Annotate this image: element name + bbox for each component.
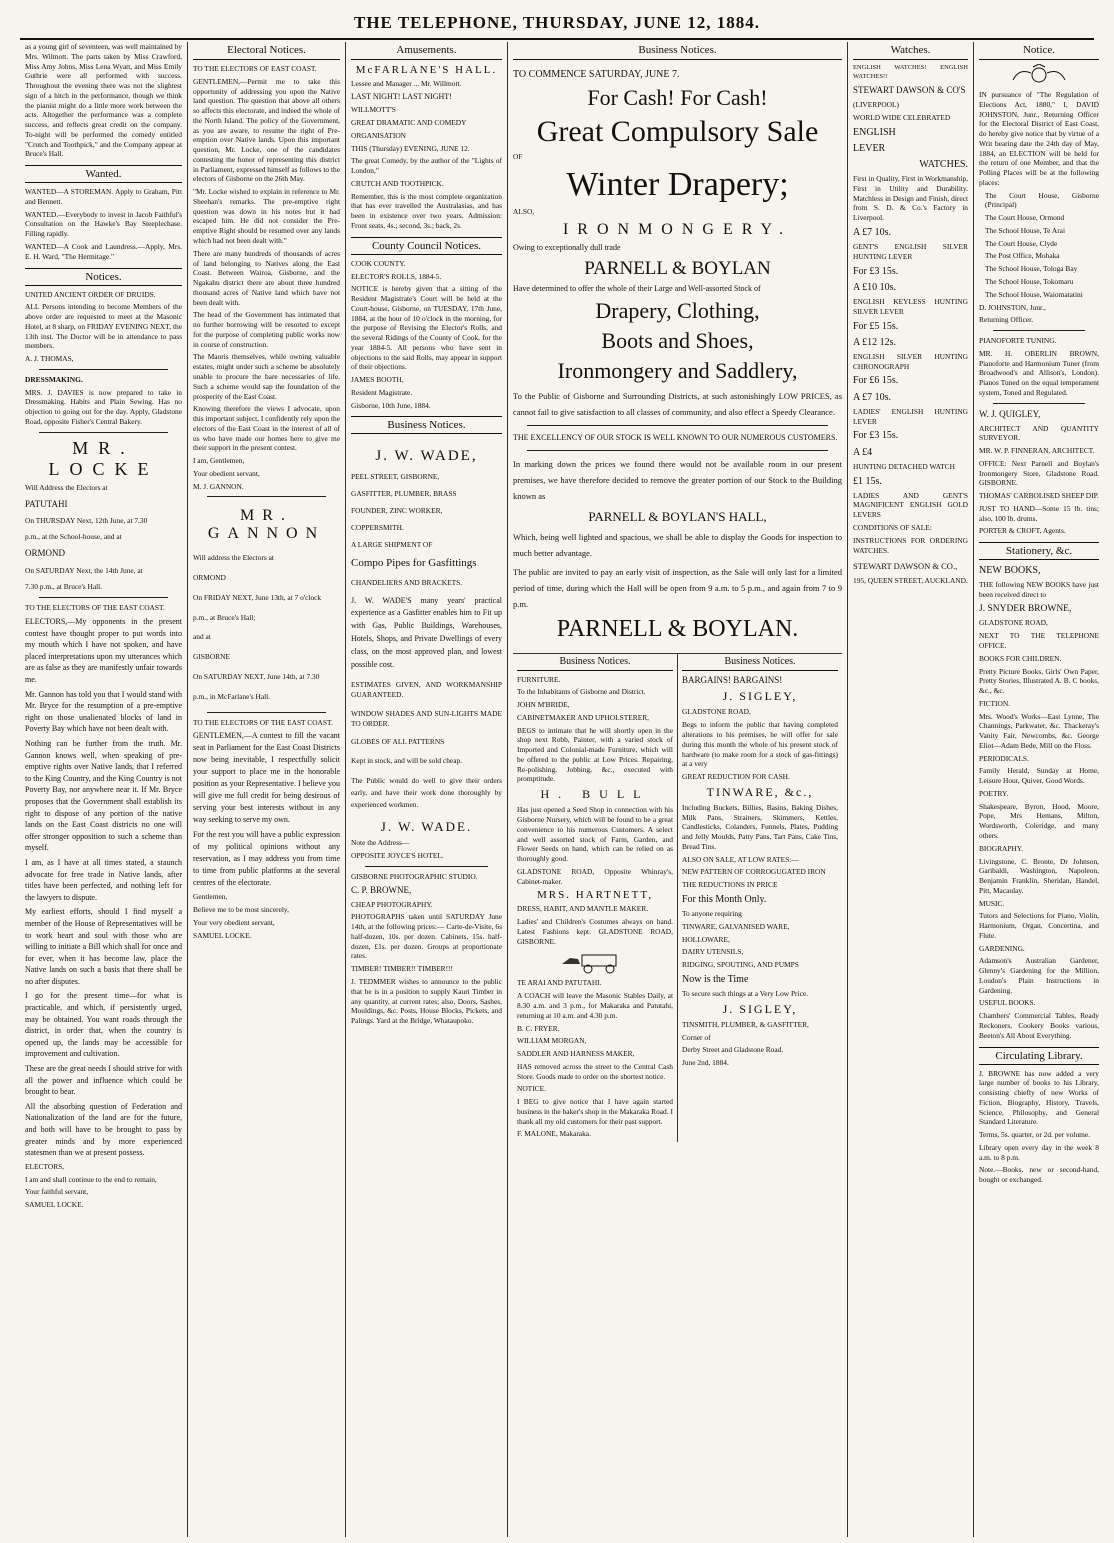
sale-body: The public are invited to pay an early visit of inspection, as the Sale will only last for a limited period of time, during which the Hall will be open from 9 a.m. to 5 p.m., and again from 7 to 9 p.m. bbox=[513, 566, 842, 610]
county-heading: County Council Notices. bbox=[351, 237, 502, 255]
signoff-line: SAMUEL LOCKE. bbox=[193, 930, 252, 940]
wade-line: FOUNDER, ZINC WORKER, bbox=[351, 505, 443, 515]
timber-title: TIMBER! TIMBER!! TIMBER!!! bbox=[351, 964, 453, 974]
amusement-body: Remember, this is the most complete organization that has ever travelled the Australasias, and has been in existence over two years. Admission: Front seats, 4s.; second, 3s.; back, 2s. bbox=[351, 191, 502, 230]
masthead: THE TELEPHONE, THURSDAY, JUNE 12, 1884. bbox=[20, 6, 1094, 40]
wade-line: Compo Pipes for Gasfittings bbox=[351, 557, 477, 570]
wanted-ad: WANTED—A Cook and Laundress.—Apply, Mrs. E. H. Ward, "The Hermitage." bbox=[25, 242, 182, 261]
book-section-text: Adamson's Australian Gardener, Glenny's Gardening for the Million, Loudon's Plain Instructions in Gardening. bbox=[979, 956, 1099, 995]
lessee: Lessee and Manager ... Mr. Willmott. bbox=[351, 79, 462, 88]
ad-line: GLADSTONE ROAD, bbox=[682, 707, 751, 717]
section-heading: Amusements. bbox=[351, 42, 502, 60]
locke-line: 7.30 p.m., at Bruce's Hall. bbox=[25, 581, 103, 591]
ad-body: BEGS to intimate that he will shortly open in the shop next Robb, Painter, with a varied stock of Imported and Colonial-made Furniture, which will be offered to the public at Low Prices. Repairing, Re-polishing, Jobbing, &c., executed with promptitude. bbox=[517, 725, 673, 784]
photo-line: CHEAP PHOTOGRAPHY. bbox=[351, 899, 433, 909]
library-body: J. BROWNE has now added a very large number of books to his Library, consisting chiefly of new Works of Fiction, Biography, History, Travels, Science, Philosophy, and General Standard Literature. bbox=[979, 1068, 1099, 1127]
conditions: CONDITIONS OF SALE: bbox=[853, 523, 932, 533]
city: (LIVERPOOL) bbox=[853, 100, 899, 110]
gannon-line: Will address the Electors at bbox=[193, 553, 274, 563]
section-heading: Electoral Notices. bbox=[193, 42, 340, 60]
bull-name: H. BULL bbox=[540, 787, 650, 802]
org-line: GREAT DRAMATIC AND COMEDY bbox=[351, 118, 467, 128]
county-sign: Gisborne, 10th June, 1884. bbox=[351, 400, 431, 410]
election-notice: IN pursuance of "The Regulation of Elections Act, 1880," I, DAVID JOHNSTON, Junr., Returning Officer for the Electoral District of East Coast, do hereby give notice that by virtue of a Writ bearing date the 24th day of May, 1884, an ELECTION will be held for the return of one Member, and that the Polling Places will be at the following places: bbox=[979, 90, 1099, 187]
polling-place: The School House, Waiomatatini bbox=[985, 289, 1083, 299]
column-5 bbox=[848, 42, 974, 1537]
snyder-address: GLADSTONE ROAD, bbox=[979, 618, 1048, 628]
date: THIS (Thursday) EVENING, JUNE 12. bbox=[351, 143, 470, 153]
newspaper-columns bbox=[20, 42, 1104, 1537]
county-line: ELECTOR'S ROLLS, 1884-5. bbox=[351, 271, 442, 281]
ad-line: GREAT REDUCTION FOR CASH. bbox=[682, 772, 790, 782]
month-only: For this Month Only. bbox=[682, 893, 767, 905]
section-heading: Business Notices. bbox=[513, 42, 842, 60]
wade-more: ESTIMATES GIVEN, AND WORKMANSHIP GUARANTEED. bbox=[351, 680, 502, 700]
last-night: LAST NIGHT! LAST NIGHT! bbox=[351, 91, 452, 101]
signoff-line: Your faithful servant, bbox=[25, 1187, 89, 1197]
gannon-heading: MR. GANNON bbox=[207, 507, 326, 543]
column-2 bbox=[188, 42, 346, 1537]
polling-place: The Court House, Clyde bbox=[985, 238, 1058, 248]
ad-line: DRESS, HABIT, AND MANTLE MAKER. bbox=[517, 904, 649, 914]
ad-line: TINSMITH, PLUMBER, & GASFITTER, bbox=[682, 1019, 809, 1029]
gannon-line: p.m., at Bruce's Hall; bbox=[193, 612, 256, 622]
county-sign: Resident Magistrate. bbox=[351, 387, 413, 397]
ad-sign: F. MALONE, Makaraka. bbox=[517, 1129, 591, 1139]
county-sign: JAMES BOOTH, bbox=[351, 375, 404, 385]
wanted-heading: Wanted. bbox=[25, 165, 182, 183]
watch-name: GENT'S ENGLISH SILVER HUNTING LEVER bbox=[853, 242, 968, 261]
signoff-line: I am and shall continue to the end to remain, bbox=[25, 1174, 157, 1184]
lever-line: WATCHES. bbox=[919, 158, 968, 170]
watch-price: A £10 10s. bbox=[853, 281, 897, 293]
section-heading: Watches. bbox=[853, 42, 968, 60]
review-text: as a young girl of seventeen, was well maintained by Mrs. Wilmott. The parts taken by Miss Crawford, Miss Amy Johns, Miss Lena Wyatt, and Miss Emily Guthrie were all performed with success. Throughout the evening there was not the slightest sign of a hitch in the performance, though we think the pianist might do a little more work between the acts. Altogether the performance was a complete success, and reflects great credit on the company. To-night will be performed the comedy entitled "Crutch and Toothpick," and the Company appear at Bruce's Hall. bbox=[25, 42, 182, 159]
watch-name: HUNTING DETACHED WATCH bbox=[853, 461, 955, 471]
watch-name: ENGLISH KEYLESS HUNTING SILVER LEVER bbox=[853, 297, 968, 316]
signoff-line: M. J. GANNON. bbox=[193, 481, 244, 491]
polling-place: The School House, Te Arai bbox=[985, 225, 1066, 235]
excellency: THE EXCELLENCY OF OUR STOCK IS WELL KNOWN TO OUR NUMEROUS CUSTOMERS. bbox=[513, 433, 838, 443]
polling-place: The Post Office, Mohaka bbox=[985, 251, 1060, 261]
wade-line: PEEL STREET, GISBORNE, bbox=[351, 472, 440, 482]
locke-line: On SATURDAY Next, the 14th June, at bbox=[25, 565, 143, 575]
book-section-title: USEFUL BOOKS. bbox=[979, 998, 1036, 1008]
piano-body: MR. H. OBERLIN BROWN, Pianoforte and Harmonium Tuner (from Broadwood's and Allison's, London). Pianos Tuned on the equal temperament system, Toned and Regulated. bbox=[979, 348, 1099, 397]
next-to: NEXT TO THE TELEPHONE OFFICE. bbox=[979, 631, 1099, 650]
ad-line: THE REDUCTIONS IN PRICE bbox=[682, 880, 778, 890]
watch-sale: For £5 15s. bbox=[853, 320, 899, 332]
photo-body: PHOTOGRAPHS taken until SATURDAY June 14th, at the following prices:— Carte-de-Visite, 6s half-dozen, 10s. per dozen. Cabinets, 15s. half-dozen, £1s. per dozen. Groups at proportionate rates. bbox=[351, 912, 502, 961]
ad-body: HAS removed across the street to the Central Cash Store. Goods made to order on the shortest notice. bbox=[517, 1061, 673, 1081]
east-coast-paragraph: Nothing can be further from the truth. Mr. Gannon knows well, when speaking of pre-emptive rights over Native lands, that I referred to the King Country, and the King Country is not Poverty Bay, nor anywhere near it. If Mr. Bryce proposes that the Government shall establish its right to dispose of any portion of the native lands on the East Coast districts no one will offer stronger opposition to such a scheme than myself. bbox=[25, 739, 182, 853]
gannon-line: On FRIDAY NEXT, June 13th, at 7 o'clock bbox=[193, 592, 322, 602]
ad-name: JOHN M'BRIDE, bbox=[517, 700, 570, 710]
wanted-ad: WANTED.—Everybody to invest in Jacob Faithful's Consultation on the Hawke's Bay Steeplechase. Filling rapidly. bbox=[25, 209, 182, 239]
hartnett-name: MRS. HARTNETT, bbox=[536, 889, 654, 902]
library-terms: Terms, 5s. quarter, or 2d. per volume. bbox=[979, 1130, 1091, 1140]
watch-sale: For £3 15s. bbox=[853, 265, 899, 277]
column-6 bbox=[974, 42, 1104, 1537]
library-terms: Library open every day in the week 8 a.m. to 8 p.m. bbox=[979, 1142, 1099, 1162]
lever-line: ENGLISH bbox=[853, 126, 896, 138]
watch-name: ENGLISH SILVER HUNTING CHRONOGRAPH bbox=[853, 351, 968, 371]
sale-body: To the Public of Gisborne and Surrounding Districts, at such astonishingly LOW PRICES, as cannot fail to give satisfaction to all classes of community, and also effect a Speedy Clearance. bbox=[513, 391, 842, 418]
column-4 bbox=[508, 42, 848, 1537]
ad-line: To the Inhabitants of Gisborne and District. bbox=[517, 687, 646, 697]
ironmongery: IRONMONGERY. bbox=[562, 221, 793, 239]
locke-line: Will Address the Electors at bbox=[25, 482, 108, 492]
east-coast-heading: TO THE ELECTORS OF THE EAST COAST. bbox=[25, 603, 165, 613]
locke-line: ORMOND bbox=[25, 547, 66, 558]
ad-body: A COACH will leave the Masonic Stables Daily, at 8.30 a.m. and 3 p.m., for Makaraka and Patutahi, returning at 10 a.m. and 4.30 p.m. bbox=[517, 991, 673, 1020]
ad-title: FURNITURE. bbox=[517, 674, 561, 684]
locke-line: p.m., at the School-house, and at bbox=[25, 532, 122, 542]
column-1 bbox=[20, 42, 188, 1537]
ad-title: NOTICE. bbox=[517, 1084, 546, 1094]
goods-line: Boots and Shoes, bbox=[601, 328, 754, 354]
ad-line: SADDLER AND HARNESS MAKER, bbox=[517, 1049, 635, 1059]
watch-price: A £7 10s. bbox=[853, 391, 892, 403]
hall-name: PARNELL & BOYLAN'S HALL, bbox=[588, 508, 767, 524]
returning-sign: Returning Officer. bbox=[979, 315, 1034, 325]
book-sections bbox=[979, 654, 1099, 1041]
sigley-footer: J. SIGLEY, bbox=[722, 1001, 798, 1016]
polling-place: The Court House, Gisborne (Principal) bbox=[985, 190, 1099, 210]
signoff-line: Your very obedient servant, bbox=[193, 917, 275, 927]
timber-body: J. TEDMMER wishes to announce to the public that he is in a position to supply Kauri Timber in any quantity, at current rates; also, Doors, Sashes, Mouldings, &c. Posts, House Blocks, Pickets, and Palings. Yard at the Bridge, Whataupoko. bbox=[351, 977, 502, 1026]
east-coast-paragraph: Mr. Gannon has told you that I would stand with Mr. Bryce for the resumption of a pre-emptive right on those unalienated blocks of land in Poverty Bay which have not been dealt with. bbox=[25, 689, 182, 734]
play-title: CRUTCH AND TOOTHPICK. bbox=[351, 178, 444, 188]
book-section-title: BOOKS FOR CHILDREN. bbox=[979, 653, 1062, 663]
east-coast-paragraph: My earliest efforts, should I find myself a member of the House of Representatives will be to work heart and soul with those who are willing to initiate a Bill which shall for once and for ever, when it has become law, place the Native lands on such a basis that there shall be no after disputes. bbox=[25, 907, 182, 986]
lever-line: LEVER bbox=[853, 142, 886, 154]
cash: For Cash! For Cash! bbox=[587, 85, 768, 111]
snyder-name: J. SNYDER BROWNE, bbox=[979, 603, 1072, 614]
photo-line: GISBORNE PHOTOGRAPHIC STUDIO. bbox=[351, 872, 478, 881]
winter-drapery: Winter Drapery; bbox=[566, 165, 789, 203]
book-section-text: Pretty Picture Books, Girls' Own Paper, Pretty Stories, Illustrated A. B. C books, &c., &c. bbox=[979, 666, 1099, 696]
polling-places bbox=[979, 191, 1099, 300]
firm-name: PARNELL & BOYLAN bbox=[584, 257, 771, 279]
gannon-line: ORMOND bbox=[193, 573, 226, 583]
east-coast-paragraph: All the absorbing question of Federation and Nationalization of the land are for the future, and both will have to be brought to pass by greater minds and by more experienced statesmen than we at present possess. bbox=[25, 1101, 182, 1158]
wade-line: GASFITTER, PLUMBER, BRASS bbox=[351, 489, 457, 499]
returning-sign: D. JOHNSTON, Junr., bbox=[979, 302, 1046, 312]
wanted-ad: WANTED—A STOREMAN. Apply to Graham, Pitt and Bennett. bbox=[25, 187, 182, 206]
sale-title: Great Compulsory Sale bbox=[536, 115, 819, 149]
watch-price: A £4 bbox=[853, 446, 873, 458]
east-coast-paragraph: I go for the present time—for what is practicable, and which, if persistently urged, may be obtained. You want roads through the district, in order that, when the country is opened up, the lands may be accessible for improvement and cultivation. bbox=[25, 991, 182, 1059]
watch-footer: STEWART DAWSON & CO., bbox=[853, 561, 958, 572]
gannon-paragraph: The Maoris themselves, while owning valuable estates, might under such a scheme be absolutely unable to procure the bare necessaries of life. Such a scheme would sap the foundation of the prosperity of the East Coast. bbox=[193, 352, 340, 401]
book-section-text: Mrs. Wood's Works—East Lynne, The Channings, Parkwater, &c. Thackeray's Vanity Fair, Newcombs, &c. George Eliot—Adam Bede, Mill on the Floss. bbox=[979, 711, 1099, 750]
book-section-text: Shakespeare, Byron, Hood, Moore, Pope, Mrs Hemans, Milton, Wordsworth, Coleridge, and many others. bbox=[979, 801, 1099, 840]
owing: Owing to exceptionally dull trade bbox=[513, 243, 621, 253]
gannon-paragraph: The head of the Government has intimated that no further borrowing will be resorted to except for the purpose of completing public works now in course of construction. bbox=[193, 310, 340, 349]
ad-body: Including Buckets, Billies, Basins, Baking Dishes, Milk Pans, Strainers, Skimmers, Kettles, Candlesticks, Colanders, Funnels, Plates, Pudding and Jelly Moulds, Patty Pans, Tart Pans, Cake Tins, Bread Tins. bbox=[682, 802, 838, 851]
quigley-name: W. J. QUIGLEY, bbox=[979, 408, 1041, 419]
sigley-name: J. SIGLEY, bbox=[722, 689, 798, 704]
book-section-title: MUSIC. bbox=[979, 898, 1005, 908]
section-heading: Business Notices. bbox=[682, 654, 838, 671]
books-intro: THE following NEW BOOKS have just been received direct to bbox=[979, 580, 1099, 600]
watch-sale: For £3 15s. bbox=[853, 430, 899, 442]
of: OF bbox=[513, 152, 523, 162]
org-line: ORGANISATION bbox=[351, 130, 407, 140]
ad-line: GLADSTONE ROAD, Opposite Whinray's, Cabinet-maker. bbox=[517, 866, 673, 886]
ad-date: June 2nd, 1884. bbox=[682, 1058, 729, 1068]
also: ALSO, bbox=[513, 207, 535, 217]
book-section-text: Livingstone, C. Bronte, Dr Johnson, Garibaldi, Washington, Napoleon, Benjamin Franklin, Sheridan, Handel, Pitt, Macaulay. bbox=[979, 856, 1099, 895]
gannon-line: On SATURDAY NEXT, June 14th, at 7.30 bbox=[193, 671, 320, 681]
gannon-paragraph: "Mr. Locke wished to explain in reference to Mr. Sheehan's remarks. The pre-emptive right question was down in his notes but it had escaped him. He did not consider the Pre-emptive Right should be resumed over any lands which had not been dealt with." bbox=[193, 187, 340, 246]
coach-icon bbox=[560, 950, 630, 974]
gannon-line: GISBORNE bbox=[193, 652, 230, 662]
column-3 bbox=[346, 42, 508, 1537]
ad-sign: B. C. FRYER. bbox=[517, 1023, 560, 1033]
library-terms: Note.—Books, new or second-hand, bought or exchanged. bbox=[979, 1165, 1099, 1185]
ad-body: Begs to inform the public that having completed alterations to his premises, he will offer for sale during this month the whole of his present stock of hardware (to make room for a stock of gas-fittings) at a very bbox=[682, 720, 838, 769]
watch-list bbox=[853, 226, 968, 488]
wade-line: CHANDELIERS AND BRACKETS. bbox=[351, 577, 463, 587]
watch-address: 195, QUEEN STREET, AUCKLAND. bbox=[853, 575, 968, 585]
signoff-line: Your obedient servant, bbox=[193, 468, 260, 478]
ad-line: NEW PATTERN OF CORROGUGATED IRON bbox=[682, 867, 826, 877]
lower-left bbox=[513, 654, 678, 1143]
druids-body: ALL Persons intending to become Members of the above order are requested to meet at the Masonic Hotel, at 8 sharp, on FRIDAY EVENING NEXT, the 13th inst. The Doctor will be in attendance to pass members. bbox=[25, 302, 182, 351]
royal-arms-icon bbox=[1009, 64, 1069, 86]
book-section-text: Tutors and Selections for Piano, Violin, Harmonium, Organ, Concertina, and Flute. bbox=[979, 911, 1099, 940]
ad-line: Corner of bbox=[682, 1032, 711, 1042]
locke-heading: MR. LOCKE bbox=[48, 437, 159, 479]
county-line: COOK COUNTY. bbox=[351, 258, 406, 268]
ad-line: ALSO ON SALE, AT LOW RATES:— bbox=[682, 854, 799, 864]
polling-place: The School House, Tokomaru bbox=[985, 277, 1074, 287]
business-heading: Business Notices. bbox=[351, 416, 502, 434]
county-body: NOTICE is hereby given that a sitting of the Resident Magistrate's Court will be held at the Court-house, Gisborne, on TUESDAY, 17th June, 1884, at the hour of 10 o'clock in the morning, for the purpose of Revising the Elector's Rolls, and the several Ridings of the County of Cook, for the year 1884-5. All persons who have sent in objections to the said Rolls, may appear in support of their objections. bbox=[351, 284, 502, 372]
gannon-paragraph: GENTLEMEN,—Permit me to take this opportunity of addressing you upon the Native land question. The question that above all others so affects this electorate, and indeed the whole of the North Island. The policy of the Government, as you are aware, to resume the right of Pre-emption over Native lands. Upon this important question, Mr. Locke, one of the candidates contesting the honor of representing this district in Parliament, expressed himself as follows to the electors of Gisborne on the 26th May. bbox=[193, 76, 340, 184]
east-coast-paragraph: ELECTORS,—My opponents in the present contest have thought proper to put words into my mouth which I have not spoken, and have placed interpretations upon my utterances which are as false as they are manifestly unfair towards me. bbox=[25, 617, 182, 685]
wade-name: J. W. WADE, bbox=[375, 448, 478, 465]
signoff-line: ELECTORS, bbox=[25, 1161, 65, 1171]
wade-line: A LARGE SHIPMENT OF bbox=[351, 539, 433, 549]
polling-place: The Court House, Ormond bbox=[985, 213, 1065, 223]
east-coast-paragraph: I am, as I have at all times stated, a staunch advocate for free trade in Native lands, after titles have been perfected, and nothing left for the lawyers to dispute. bbox=[25, 857, 182, 902]
finneran-body: OFFICE: Next Parnell and Boylan's Ironmongery Store, Gladstone Road. GISBORNE. bbox=[979, 458, 1099, 488]
watch-sale: £1 15s. bbox=[853, 475, 882, 487]
gannon-paragraph: Knowing therefore the views I advocate, upon this important subject, I confidently rely upon the electors of the East Coast in the interest of all of us who have made our homes here to give me their support in the present contest. bbox=[193, 404, 340, 453]
locke-line: PATUTAHI bbox=[25, 498, 68, 509]
section-heading: Business Notices. bbox=[517, 654, 673, 671]
goods-line: Drapery, Clothing, bbox=[595, 298, 760, 324]
locke-line: On THURSDAY Next, 12th June, at 7.30 bbox=[25, 516, 148, 526]
signoff-line: Gentlemen, bbox=[193, 892, 228, 902]
commence: TO COMMENCE SATURDAY, JUNE 7. bbox=[513, 69, 680, 80]
ad-name: WILLIAM MORGAN, bbox=[517, 1036, 587, 1046]
firm-name: STEWART DAWSON & CO'S bbox=[853, 85, 966, 96]
wade-more: The Public would do well to give their orders early, and have their work done thoroughly by experienced workmen. bbox=[351, 775, 502, 809]
ad-line: TINWARE, GALVANISED WARE, bbox=[682, 921, 790, 931]
ad-line: CABINETMAKER AND UPHOLSTERER, bbox=[517, 712, 650, 722]
hall-name: McFARLANE'S HALL. bbox=[355, 64, 498, 76]
dip-body: JUST TO HAND—Some 15 lb. tins; also, 100 lb. drums. bbox=[979, 503, 1099, 523]
electors-heading: TO THE ELECTORS OF THE EAST COAST. bbox=[193, 717, 333, 727]
dip-title: THOMAS' CARBOLISED SHEEP DIP. bbox=[979, 491, 1099, 501]
ad-body: Ladies' and Children's Costumes always on hand. Latest Fashions kept. GLADSTONE ROAD, GISBORNE. bbox=[517, 917, 673, 946]
wade-line: COPPERSMITH. bbox=[351, 522, 404, 532]
watch-intro: First in Quality, First in Workmanship, First in Utility and Durability. Matchless in Design and Finish, direct from S. D. & Co.'s Factory in Liverpool. bbox=[853, 174, 968, 223]
locke-paragraph: GENTLEMEN,—A contest to fill the vacant seat in Parliament for the East Coast Districts now being inevitable, I respectfully solicit your support to place me in the honorable position as your Representative. I believe you will give me full credit for being desirous of serving your best interests without in any way seeking to serve my own. bbox=[193, 731, 340, 825]
book-section-title: POETRY. bbox=[979, 788, 1009, 798]
ad-line: DAIRY UTENSILS, bbox=[682, 947, 744, 957]
polling-place: The School House, Tologa Bay bbox=[985, 264, 1078, 274]
ad-line: RIDGING, SPOUTING, AND PUMPS bbox=[682, 960, 799, 970]
wade-footer: J. W. WADE. bbox=[380, 819, 473, 835]
firm-footer: PARNELL & BOYLAN. bbox=[556, 616, 799, 643]
ad-line: Now is the Time bbox=[682, 973, 749, 985]
dressmaking-title: DRESSMAKING. bbox=[25, 374, 83, 384]
ad-line: Derby Street and Gladstone Road. bbox=[682, 1045, 784, 1055]
book-section-title: PERIODICALS. bbox=[979, 753, 1029, 763]
locke-paragraph: For the rest you will have a public expression of my political opinions without any reservation, as I may address you from time to time from public platforms at the several centres of the electorate. bbox=[193, 830, 340, 888]
quigley-trade: ARCHITECT AND QUANTITY SURVEYOR. bbox=[979, 423, 1099, 443]
wade-more: Kept in stock, and will be sold cheap. bbox=[351, 756, 463, 766]
book-section-title: GARDENING. bbox=[979, 943, 1025, 953]
book-section-title: BIOGRAPHY. bbox=[979, 843, 1024, 853]
tinware: TINWARE, &c., bbox=[706, 784, 814, 799]
instructions: INSTRUCTIONS FOR ORDERING WATCHES. bbox=[853, 535, 968, 555]
notices-heading: Notices. bbox=[25, 268, 182, 286]
library-heading: Circulating Library. bbox=[979, 1047, 1099, 1065]
play-note: The great Comedy, by the author of the "Lights of London," bbox=[351, 156, 502, 176]
bargains: BARGAINS! BARGAINS! bbox=[682, 674, 783, 685]
signoff-line: Believe me to be most sincerely, bbox=[193, 905, 289, 915]
watch-price: A £12 12s. bbox=[853, 336, 897, 348]
wade-address: Note the Address— bbox=[351, 838, 410, 848]
gannon-paragraph: There are many hundreds of thousands of acres of land belonging to Natives along the East Coast. Between Wairoa, Gisborne, and the Ngakahu district there are about three hundred thousand acres of Native land which have not been dealt with. bbox=[193, 248, 340, 307]
piano-title: PIANOFORTE TUNING. bbox=[979, 336, 1057, 346]
lower-columns bbox=[513, 653, 842, 1143]
ad-line: To anyone requiring bbox=[682, 909, 742, 919]
druids-title: UNITED ANCIENT ORDER OF DRUIDS. bbox=[25, 289, 156, 299]
have: Have determined to offer the whole of their Large and Well-assorted Stock of bbox=[513, 283, 761, 293]
ad-body: I BEG to give notice that I have again started business in the baker's shop in the Makaraka Road. I thank all my old customers for their past support. bbox=[517, 1097, 673, 1126]
photo-line: C. P. BROWNE, bbox=[351, 884, 412, 895]
stationery-heading: Stationery, &c. bbox=[979, 542, 1099, 560]
ladies-title: LADIES AND GENT'S MAGNIFICENT ENGLISH GOLD LEVERS bbox=[853, 490, 968, 520]
watches-top: ENGLISH WATCHES! ENGLISH WATCHES!! bbox=[853, 64, 968, 80]
book-section-text: Chambers' Commercial Tables, Ready Reckoners, Cookery Books various, Beeton's All About Everything. bbox=[979, 1011, 1099, 1040]
signoff-line: I am, Gentlemen, bbox=[193, 456, 245, 466]
notice-title: TO THE ELECTORS OF EAST COAST. bbox=[193, 64, 317, 73]
dip-sign: PORTER & CROFT, Agents. bbox=[979, 526, 1066, 536]
world: WORLD WIDE CELEBRATED bbox=[853, 112, 951, 122]
watch-price: A £7 10s. bbox=[853, 226, 892, 238]
signoff-line: SAMUEL LOCKE. bbox=[25, 1200, 84, 1210]
lower-right bbox=[678, 654, 842, 1143]
ad-line: HOLLOWARE, bbox=[682, 934, 730, 944]
watch-name: LADIES' ENGLISH HUNTING LEVER bbox=[853, 406, 968, 426]
druids-signature: A. J. THOMAS, bbox=[25, 354, 74, 364]
section-heading: Notice. bbox=[979, 42, 1099, 60]
wade-more: GLOBES OF ALL PATTERNS bbox=[351, 737, 445, 747]
sale-body: Which, being well lighted and spacious, we shall be able to display the Goods for inspection to much better advantage. bbox=[513, 531, 842, 558]
new-books: NEW BOOKS, bbox=[979, 565, 1041, 577]
ad-line: To secure such things at a Very Low Price. bbox=[682, 989, 808, 999]
ad-title: TE ARAI AND PATUTAHI. bbox=[517, 978, 602, 988]
sale-body: In marking down the prices we found there would not be available room in our present premises, we have therefore decided to remove the greater portion of our Stock to the Building known as bbox=[513, 459, 842, 502]
wade-address: OPPOSITE JOYCE'S HOTEL. bbox=[351, 851, 444, 861]
dressmaking-body: MRS. J. DAVIES is now prepared to take in Dressmaking. Habits and Plain Sewing. Has no objection to going out for the day. Apply, Gladstone Road, opposite Fisher's Central Bakery. bbox=[25, 387, 182, 426]
ad-body: Has just opened a Seed Shop in connection with his Gisborne Nursery, which will be found to be a great convenience to his numerous Customers. A select and well assorted stock of Farm, Garden, and Flower Seeds on hand, which can be relied on as thoroughly good. bbox=[517, 805, 673, 864]
east-coast-paragraph: These are the great needs I should strive for with all the power and influence which could be brought to bear. bbox=[25, 1064, 182, 1097]
org-line: WILLMOTT'S bbox=[351, 105, 396, 115]
goods-line: Ironmongery and Saddlery, bbox=[557, 358, 798, 384]
book-section-text: Family Herald, Sunday at Home, Leisure Hour, Quiver, Good Words. bbox=[979, 766, 1099, 786]
gannon-line: p.m., in McFarlane's Hall. bbox=[193, 691, 271, 701]
wade-body: J. W. WADE'S many years' practical experience as a Gasfitter enables him to Fit up with Gas, Public Buildings, Warehouses, Hotels, Shops, and Private Dwellings of every class, on the most approved plan, and lowest possible cost. bbox=[351, 595, 502, 669]
watch-sale: For £6 15s. bbox=[853, 375, 899, 387]
book-section-title: FICTION. bbox=[979, 698, 1010, 708]
finneran-name: MR. W. P. FINNERAN, ARCHITECT. bbox=[979, 446, 1095, 456]
wade-more: WINDOW SHADES AND SUN-LIGHTS MADE TO ORDER. bbox=[351, 708, 502, 728]
gannon-line: and at bbox=[193, 632, 211, 642]
